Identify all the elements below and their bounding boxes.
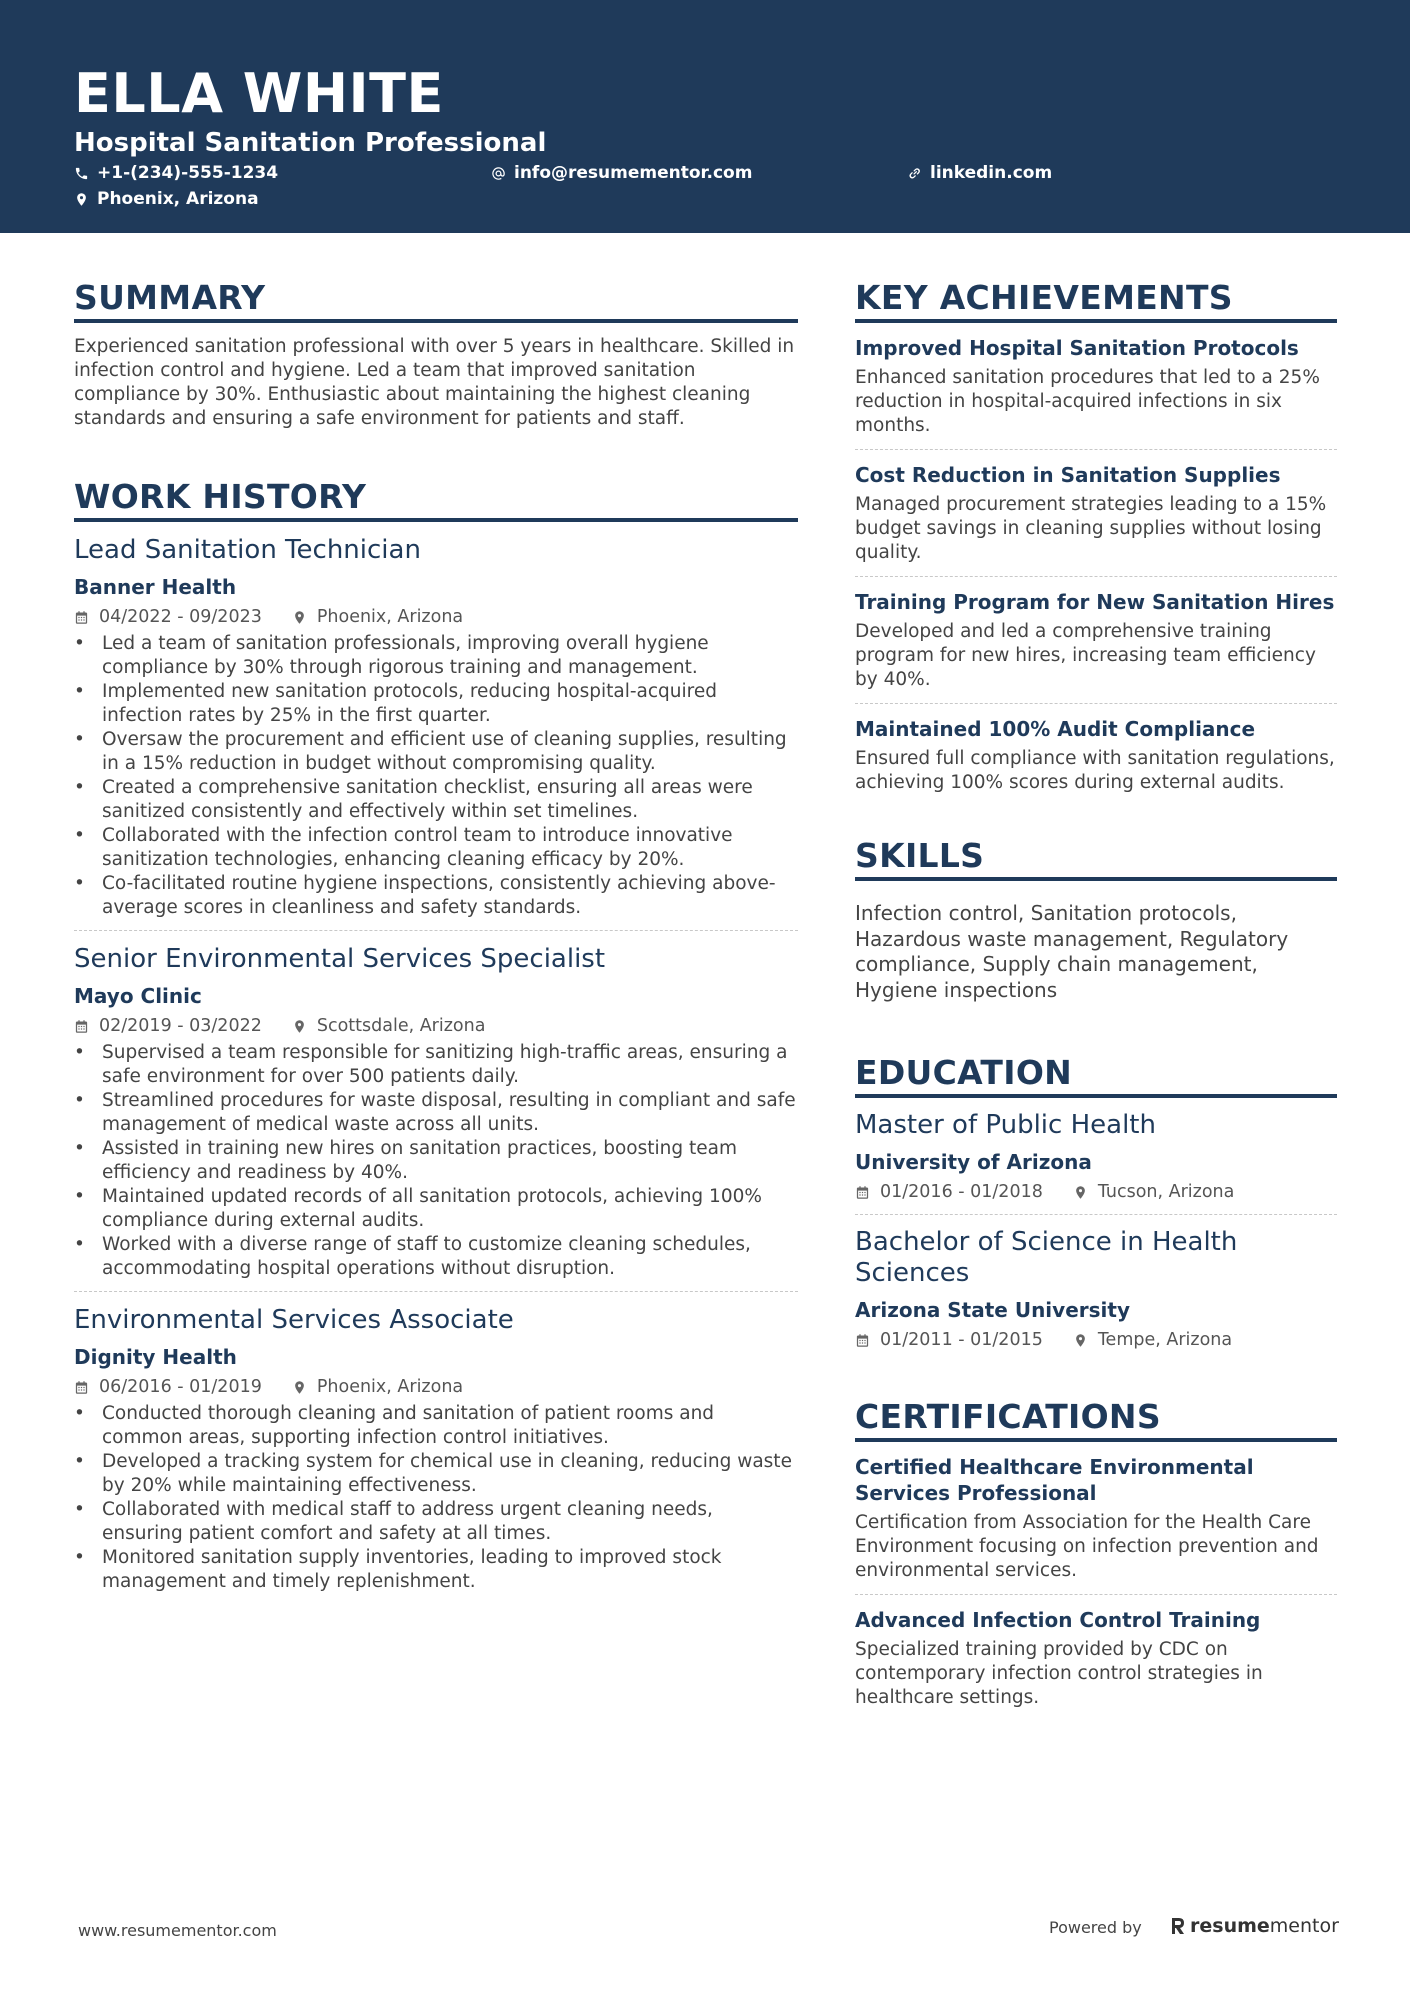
job-entry <box>74 1292 798 1604</box>
job-bullet: • Collaborated with the infection control team to introduce innovative sanitization technologies, enhancing cleaning efficacy by 20%. <box>74 824 798 872</box>
job-bullet: • Streamlined procedures for waste disposal, resulting in compliant and safe management of medical waste across all units. <box>74 1089 798 1137</box>
left-column <box>74 278 798 1604</box>
job-bullet: • Implemented new sanitation protocols, reducing hospital-acquired infection rates by 25% in the first quarter. <box>74 680 798 728</box>
work-history-heading: WORK HISTORY <box>74 477 798 522</box>
job-title: Lead Sanitation Technician <box>74 535 421 565</box>
achievement-title: Improved Hospital Sanitation Protocols <box>855 336 1299 360</box>
job-location: Phoenix, Arizona <box>316 607 464 627</box>
job-meta <box>74 606 798 628</box>
phone-contact[interactable] <box>74 162 278 184</box>
achievement-item <box>855 450 1337 577</box>
education-dates: 01/2016 - 01/2018 <box>880 1182 1043 1202</box>
calendar-icon <box>855 1333 870 1348</box>
job-location: Scottsdale, Arizona <box>316 1016 486 1036</box>
job-bullet: • Co-facilitated routine hygiene inspections, consistently achieving above-average scores in cleanliness and safety standards. <box>74 872 798 920</box>
at-icon <box>491 166 506 181</box>
resumementor-logo-icon <box>1171 1916 1185 1936</box>
header-banner <box>0 0 1410 233</box>
candidate-title: Hospital Sanitation Professional <box>74 128 547 158</box>
job-bullet: • Worked with a diverse range of staff to customize cleaning schedules, accommodating hospital operations without disruption. <box>74 1233 798 1281</box>
education-item <box>855 1098 1337 1215</box>
job-bullet: • Assisted in training new hires on sanitation practices, boosting team efficiency and readiness by 40%. <box>74 1137 798 1185</box>
achievement-title: Maintained 100% Audit Compliance <box>855 717 1256 741</box>
certification-desc: Specialized training provided by CDC on contemporary infection control strategies in healthcare settings. <box>855 1639 1263 1708</box>
achievements-heading: KEY ACHIEVEMENTS <box>855 278 1337 323</box>
job-meta <box>74 1015 798 1037</box>
job-bullet: • Led a team of sanitation professionals, improving overall hygiene compliance by 30% through rigorous training and management. <box>74 632 798 680</box>
footer-brand-logo[interactable] <box>1171 1915 1339 1937</box>
skills-heading: SKILLS <box>855 836 1337 881</box>
achievement-title: Training Program for New Sanitation Hires <box>855 590 1335 614</box>
education-meta <box>855 1181 1337 1203</box>
achievement-desc: Ensured full compliance with sanitation regulations, achieving 100% scores during external audits. <box>855 748 1335 793</box>
location-text: Phoenix, Arizona <box>97 189 259 209</box>
job-company: Mayo Clinic <box>74 984 202 1008</box>
job-company: Dignity Health <box>74 1345 237 1369</box>
job-bullet: • Developed a tracking system for chemical use in cleaning, reducing waste by 20% while maintaining effectiveness. <box>74 1450 798 1498</box>
certification-desc: Certification from Association for the Health Care Environment focusing on infection prevention and environmental services. <box>855 1512 1319 1581</box>
job-dates: 04/2022 - 09/2023 <box>99 607 262 627</box>
achievement-item <box>855 704 1337 806</box>
location-pin-icon <box>74 192 89 207</box>
education-school: Arizona State University <box>855 1298 1130 1322</box>
email-text: info@resumementor.com <box>514 163 753 183</box>
education-degree: Bachelor of Science in Health Sciences <box>855 1227 1238 1288</box>
achievement-item <box>855 577 1337 704</box>
education-item <box>855 1215 1337 1362</box>
footer-powered-by: Powered by <box>1049 1918 1142 1937</box>
certification-title: Advanced Infection Control Training <box>855 1608 1261 1632</box>
job-title: Environmental Services Associate <box>74 1305 514 1335</box>
brand-light-text: mentor <box>1269 1915 1339 1937</box>
location-pin-icon <box>1073 1333 1088 1348</box>
linkedin-text: linkedin.com <box>930 163 1053 183</box>
calendar-icon <box>74 1380 89 1395</box>
job-location: Phoenix, Arizona <box>316 1377 464 1397</box>
job-dates: 02/2019 - 03/2022 <box>99 1016 262 1036</box>
job-bullet: • Created a comprehensive sanitation checklist, ensuring all areas were sanitized consistently and effectively within set timelines. <box>74 776 798 824</box>
candidate-name: ELLA WHITE <box>74 62 444 125</box>
job-bullets <box>74 1402 798 1594</box>
education-heading: EDUCATION <box>855 1053 1337 1098</box>
job-bullet: • Supervised a team responsible for sanitizing high-traffic areas, ensuring a safe environment for over 500 patients daily. <box>74 1041 798 1089</box>
linkedin-contact[interactable] <box>907 162 1052 184</box>
achievement-title: Cost Reduction in Sanitation Supplies <box>855 463 1281 487</box>
location-pin-icon <box>292 1019 307 1034</box>
job-title: Senior Environmental Services Specialist <box>74 944 606 974</box>
job-bullet: • Monitored sanitation supply inventories, leading to improved stock management and timely replenishment. <box>74 1546 798 1594</box>
certification-item <box>855 1595 1337 1721</box>
job-entry <box>74 931 798 1292</box>
achievement-desc: Managed procurement strategies leading to a 15% budget savings in cleaning supplies without losing quality. <box>855 494 1327 563</box>
location-pin-icon <box>1073 1185 1088 1200</box>
job-dates: 06/2016 - 01/2019 <box>99 1377 262 1397</box>
certification-title: Certified Healthcare Environmental Services Professional <box>855 1455 1254 1505</box>
phone-icon <box>74 166 89 181</box>
job-bullet: • Maintained updated records of all sanitation protocols, achieving 100% compliance during external audits. <box>74 1185 798 1233</box>
education-location: Tempe, Arizona <box>1097 1330 1233 1350</box>
calendar-icon <box>74 1019 89 1034</box>
location-contact <box>74 188 259 210</box>
summary-text: Experienced sanitation professional with over 5 years in healthcare. Skilled in infection control and hygiene. Led a team that improved sanitation compliance by 30%. Enthusiastic about maintaining the highest cleaning standards and ensuring a safe environment for patients and staff. <box>74 336 795 429</box>
achievement-item <box>855 323 1337 450</box>
education-meta <box>855 1329 1337 1351</box>
location-pin-icon <box>292 610 307 625</box>
job-bullets <box>74 632 798 920</box>
phone-text: +1-(234)-555-1234 <box>97 163 279 183</box>
job-bullets <box>74 1041 798 1281</box>
job-bullet: • Conducted thorough cleaning and sanitation of patient rooms and common areas, supporting infection control initiatives. <box>74 1402 798 1450</box>
achievement-desc: Enhanced sanitation procedures that led to a 25% reduction in hospital-acquired infections in six months. <box>855 367 1320 436</box>
summary-heading: SUMMARY <box>74 278 798 323</box>
education-dates: 01/2011 - 01/2015 <box>880 1330 1043 1350</box>
right-column <box>855 278 1337 1721</box>
footer-website[interactable]: www.resumementor.com <box>78 1921 277 1940</box>
job-company: Banner Health <box>74 575 237 599</box>
job-bullet: • Oversaw the procurement and efficient use of cleaning supplies, resulting in a 15% reduction in budget without compromising quality. <box>74 728 798 776</box>
job-meta <box>74 1376 798 1398</box>
education-degree: Master of Public Health <box>855 1110 1156 1140</box>
certifications-heading: CERTIFICATIONS <box>855 1397 1337 1442</box>
email-contact[interactable] <box>491 162 752 184</box>
job-bullet: • Collaborated with medical staff to address urgent cleaning needs, ensuring patient comfort and safety at all times. <box>74 1498 798 1546</box>
calendar-icon <box>74 610 89 625</box>
calendar-icon <box>855 1185 870 1200</box>
location-pin-icon <box>292 1380 307 1395</box>
certification-item <box>855 1442 1337 1595</box>
link-icon <box>907 166 922 181</box>
education-location: Tucson, Arizona <box>1097 1182 1235 1202</box>
skills-text: Infection control, Sanitation protocols, Hazardous waste management, Regulatory compliance, Supply chain management, Hygiene inspections <box>855 901 1289 1002</box>
education-school: University of Arizona <box>855 1150 1092 1174</box>
achievement-desc: Developed and led a comprehensive training program for new hires, increasing team efficiency by 40%. <box>855 621 1316 690</box>
brand-bold-text: resume <box>1190 1915 1270 1937</box>
job-entry <box>74 522 798 931</box>
